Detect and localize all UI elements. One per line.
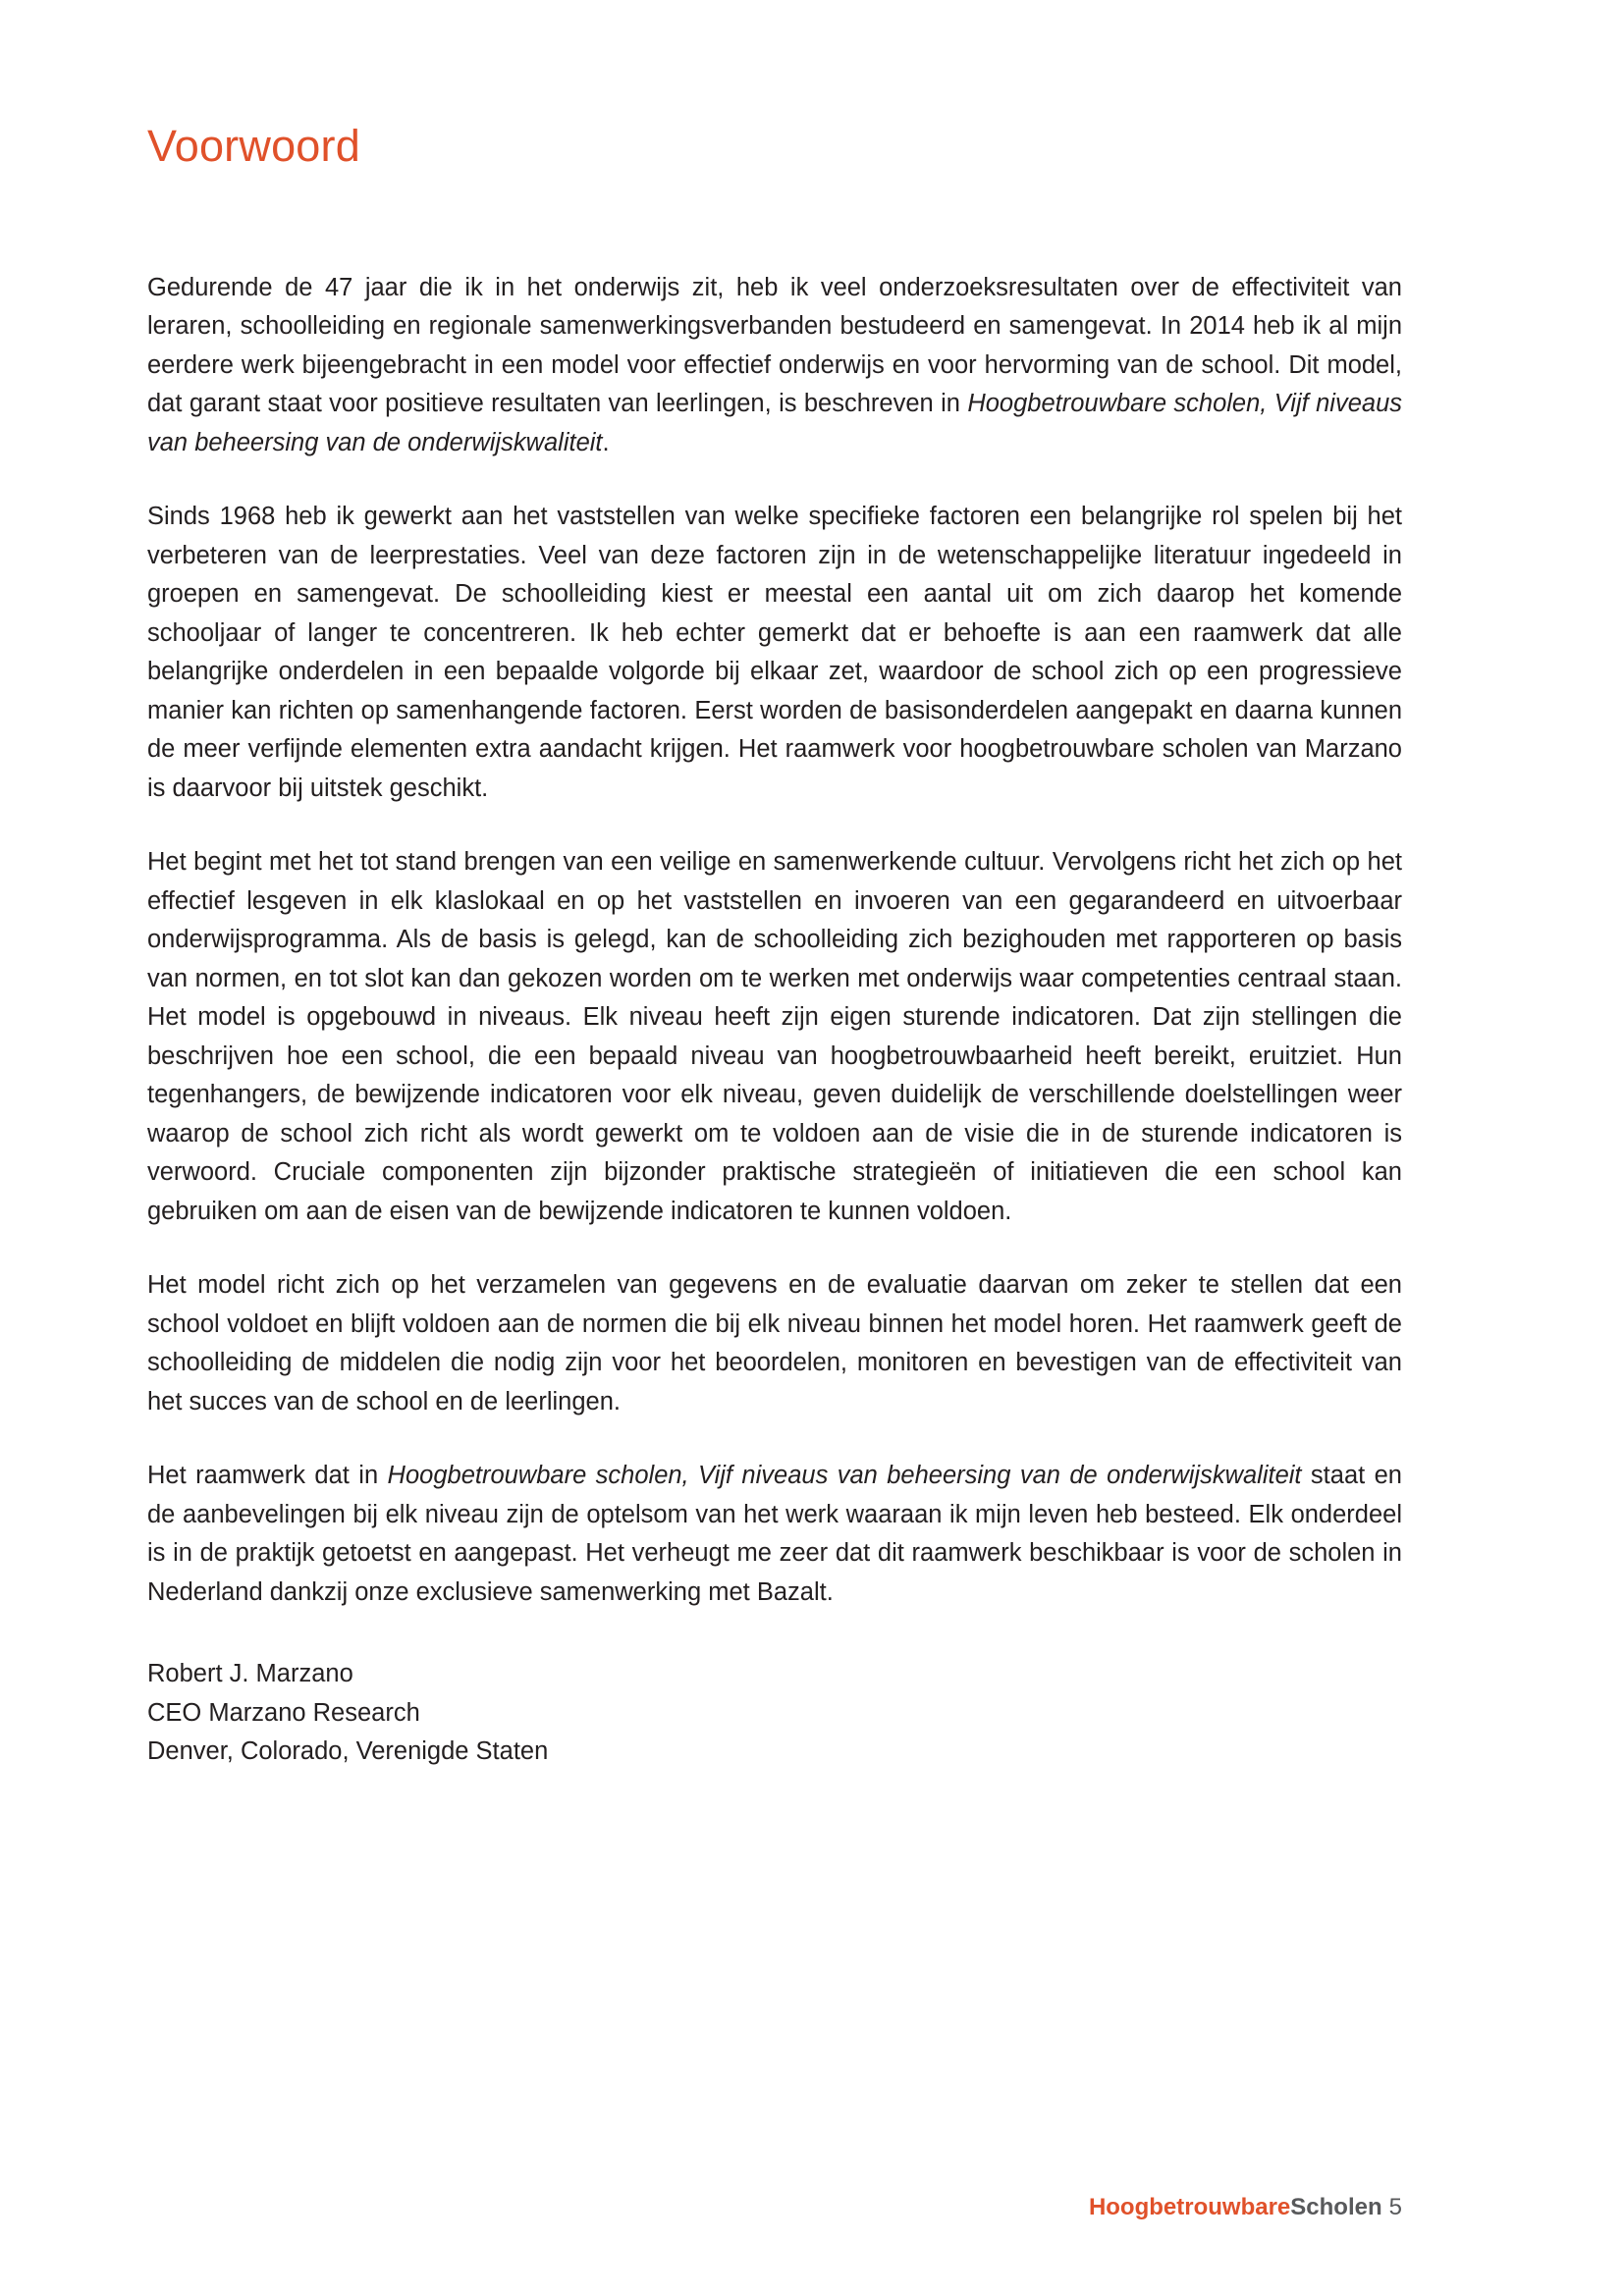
paragraph-4: Het model richt zich op het verzamelen van gegevens en de evaluatie daarvan om zeker te stellen dat een school voldoet en blijft voldoen aan de normen die bij elk niveau binnen het model horen. Het raamwerk geeft de schoolleiding de middelen die nodig zijn voor het beoordelen, monitoren en bevestigen van de effectiviteit van het succes van de school en de leerlingen. <box>147 1271 1402 1415</box>
footer-brand-rest: Scholen <box>1290 2194 1382 2220</box>
book-title-italic: Hoogbetrouwbare scholen, Vijf niveaus van beheersing van de onderwijskwaliteit <box>387 1462 1302 1489</box>
footer-brand-strong: Hoogbetrouwbare <box>1088 2194 1291 2220</box>
page-title: Voorwoord <box>147 121 360 171</box>
body-copy <box>147 269 1402 1613</box>
signature-block <box>147 1655 1402 1772</box>
signature-role: CEO Marzano Research <box>147 1698 420 1727</box>
paragraph-3: Het begint met het tot stand brengen van een veilige en samenwerkende cultuur. Vervolgens richt het zich op het effectief lesgeven in elk klaslokaal en op het vaststellen en invoeren van een gegarandeerd en uitvoerbaar onderwijsprogramma. Als de basis is gelegd, kan de schoolleiding zich bezighouden met rapporteren op basis van normen, en tot slot kan dan gekozen worden om te werken met onderwijs waar competenties centraal staan. Het model is opgebouwd in niveaus. Elk niveau heeft zijn eigen sturende indicatoren. Dat zijn stellingen die beschrijven hoe een school, die een bepaald niveau van hoogbetrouwbaarheid heeft bereikt, eruitziet. Hun tegenhangers, de bewijzende indicatoren voor elk niveau, geven duidelijk de verschillende doelstellingen weer waarop de school zich richt als wordt gewerkt om te voldoen aan de visie die in de sturende indicatoren is verwoord. Cruciale componenten zijn bijzonder praktische strategieën of initiatieven die een school kan gebruiken om aan de eisen van de bewijzende indicatoren te kunnen voldoen. <box>147 848 1402 1225</box>
signature-location: Denver, Colorado, Verenigde Staten <box>147 1737 549 1765</box>
page-footer <box>1089 2196 1402 2219</box>
page-content <box>147 0 1402 1772</box>
footer-page-number: 5 <box>1388 2194 1402 2220</box>
paragraph-1: Gedurende de 47 jaar die ik in het onderwijs zit, heb ik veel onderzoeksresultaten over de effectiviteit van leraren, schoolleiding en regionale samenwerkingsverbanden bestudeerd en samengevat. In 2014 heb ik al mijn eerdere werk bijeengebracht in een model voor effectief onderwijs en voor hervorming van de school. Dit model, dat garant staat voor positieve resultaten van leerlingen, is beschreven in Hoogbetrouwbare scholen, Vijf niveaus van beheersing van de onderwijskwaliteit. <box>147 273 1402 456</box>
paragraph-2: Sinds 1968 heb ik gewerkt aan het vaststellen van welke specifieke factoren een belangrijke rol spelen bij het verbeteren van de leerprestaties. Veel van deze factoren zijn in de wetenschappelijke literatuur ingedeeld in groepen en samengevat. De schoolleiding kiest er meestal een aantal uit om zich daarop het komende schooljaar of langer te concentreren. Ik heb echter gemerkt dat er behoefte is aan een raamwerk dat alle belangrijke onderdelen in een bepaalde volgorde bij elkaar zet, waardoor de school zich op een progressieve manier kan richten op samenhangende factoren. Eerst worden de basisonderdelen aangepakt en daarna kunnen de meer verfijnde elementen extra aandacht krijgen. Het raamwerk voor hoogbetrouwbare scholen van Marzano is daarvoor bij uitstek geschikt. <box>147 503 1402 802</box>
signature-name: Robert J. Marzano <box>147 1660 353 1687</box>
paragraph-5: Het raamwerk dat in Hoogbetrouwbare scholen, Vijf niveaus van beheersing van de onderwijskwaliteit staat en de aanbevelingen bij elk niveau zijn de optelsom van het werk waaraan ik mijn leven heb besteed. Elk onderdeel is in de praktijk getoetst en aangepast. Het verheugt me zeer dat dit raamwerk beschikbaar is voor de scholen in Nederland dankzij onze exclusieve samenwerking met Bazalt. <box>147 1462 1402 1606</box>
book-title-italic: Hoogbetrouwbare scholen, Vijf niveaus van beheersing van de onderwijskwaliteit <box>147 390 1402 456</box>
